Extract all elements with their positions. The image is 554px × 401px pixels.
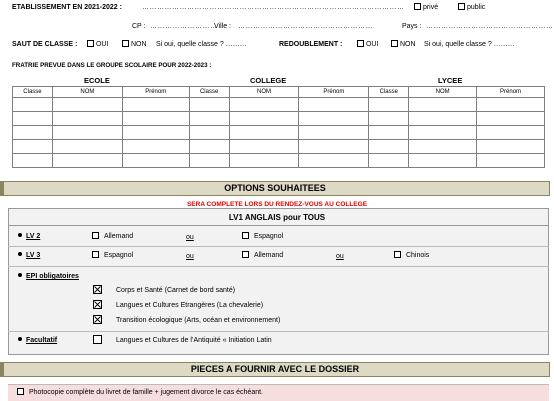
table-row[interactable] (13, 126, 545, 140)
col-nom: NOM (409, 87, 477, 98)
epi-1-checkbox[interactable] (93, 285, 102, 294)
lv1-title: LV1 ANGLAIS pour TOUS (228, 213, 326, 222)
redoub-non-option[interactable] (391, 40, 416, 48)
redoub-oui-option[interactable] (357, 40, 378, 48)
prive-checkbox[interactable] (414, 3, 421, 10)
options-band (0, 181, 550, 196)
ville-label: Ville : (214, 23, 231, 30)
col-classe: Classe (13, 87, 53, 98)
piece-1-label: Photocopie complète du livret de famille + jugement divorce le cas échéant. (28, 389, 264, 396)
lv2-espagnol-label: Espagnol (253, 233, 284, 240)
lv2-ou: ou (186, 234, 194, 241)
saut-oui-label: OUI (95, 41, 109, 48)
col-nom: NOM (229, 87, 299, 98)
saut-si-oui: Si oui, quelle classe ? ……… (156, 41, 247, 48)
lv3-ou-1: ou (186, 253, 194, 260)
epi-1-label: Corps et Santé (Carnet de bord santé) (116, 287, 236, 294)
table-row[interactable] (13, 112, 545, 126)
prive-label: privé (422, 4, 439, 11)
saut-non-option[interactable] (122, 40, 147, 48)
facultatif-text: Langues et Cultures de l’Antiquité « Initiation Latin (116, 337, 272, 344)
lv3-espagnol-label: Espagnol (103, 252, 134, 259)
table-row[interactable] (13, 154, 545, 168)
check-x-icon (94, 316, 101, 323)
fratrie-table (12, 86, 545, 168)
cp-field[interactable]: ……………………… (150, 23, 218, 30)
pays-label: Pays : (402, 23, 422, 30)
col-prenom: Prénom (299, 87, 369, 98)
epi-2-label: Langues et Cultures Etrangères (La chevalerie) (116, 302, 264, 309)
lv2-espagnol-option[interactable] (242, 232, 283, 240)
lv3-chinois-label: Chinois (405, 252, 430, 259)
facultatif-checkbox[interactable] (93, 335, 102, 344)
lv2-allemand-option[interactable] (92, 232, 133, 240)
fratrie-group-lycee: LYCEE (438, 76, 463, 85)
col-prenom: Prénom (477, 87, 545, 98)
pays-field[interactable]: …………………………………………… (426, 23, 554, 30)
check-x-icon (94, 301, 101, 308)
lv2-row-label (18, 233, 40, 240)
options-panel (8, 208, 549, 355)
divider (8, 266, 549, 267)
lv3-ou-2: ou (336, 253, 344, 260)
epi-3-label: Transition écologique (Arts, océan et environnement) (116, 317, 281, 324)
cp-label: CP : (132, 23, 146, 30)
saut-oui-checkbox[interactable] (87, 40, 94, 47)
prive-option[interactable] (414, 3, 438, 11)
lv2-allemand-checkbox[interactable] (92, 232, 99, 239)
fratrie-title: FRATRIE PREVUE DANS LE GROUPE SCOLAIRE POUR 2022-2023 : (12, 62, 212, 69)
lv2-espagnol-checkbox[interactable] (242, 232, 249, 239)
saut-oui-option[interactable] (87, 40, 108, 48)
public-option[interactable] (458, 3, 485, 11)
fratrie-group-ecole: ECOLE (84, 76, 110, 85)
lv3-allemand-option[interactable] (242, 251, 283, 259)
divider (8, 246, 549, 247)
public-checkbox[interactable] (458, 3, 465, 10)
col-prenom: Prénom (122, 87, 189, 98)
check-x-icon (94, 286, 101, 293)
etablissement-label: ETABLISSEMENT EN 2021-2022 : (12, 4, 122, 11)
col-classe: Classe (369, 87, 409, 98)
bullet-icon (18, 252, 22, 256)
fratrie-group-college: COLLEGE (250, 76, 287, 85)
lv3-allemand-checkbox[interactable] (242, 251, 249, 258)
lv3-row-label (18, 252, 40, 259)
epi-label: EPI obligatoires (26, 273, 79, 280)
lv2-label: LV 2 (26, 233, 41, 240)
saut-non-checkbox[interactable] (122, 40, 129, 47)
table-row[interactable] (13, 140, 545, 154)
redoub-oui-label: OUI (365, 41, 379, 48)
lv3-label: LV 3 (26, 252, 41, 259)
saut-non-label: NON (130, 41, 147, 48)
pieces-title: PIECES A FOURNIR AVEC LE DOSSIER (190, 364, 360, 374)
epi-row-label (18, 273, 79, 280)
etablissement-field[interactable]: …………………………………………………………………………………………… (142, 4, 405, 11)
divider (8, 225, 549, 226)
lv3-espagnol-checkbox[interactable] (92, 251, 99, 258)
redoub-oui-checkbox[interactable] (357, 40, 364, 47)
options-title: OPTIONS SOUHAITEES (224, 183, 326, 193)
lv3-allemand-label: Allemand (253, 252, 284, 259)
redoublement-label: REDOUBLEMENT : (279, 41, 343, 48)
lv3-chinois-option[interactable] (394, 251, 429, 259)
redoub-si-oui: Si oui, quelle classe ? ……… (424, 41, 515, 48)
col-nom: NOM (52, 87, 122, 98)
bullet-icon (18, 337, 22, 341)
fratrie-header-row (13, 87, 545, 98)
public-label: public (466, 4, 486, 11)
redoub-non-checkbox[interactable] (391, 40, 398, 47)
pieces-band (0, 362, 550, 377)
lv2-allemand-label: Allemand (103, 233, 134, 240)
lv3-chinois-checkbox[interactable] (394, 251, 401, 258)
options-notice: SERA COMPLETE LORS DU RENDEZ-VOUS AU COLLEGE (186, 201, 368, 208)
facultatif-label: Facultatif (26, 337, 58, 344)
saut-classe-label: SAUT DE CLASSE : (12, 41, 78, 48)
ville-field[interactable]: ……………………………………………… (238, 23, 373, 30)
redoub-non-label: NON (399, 41, 416, 48)
bullet-icon (18, 233, 22, 237)
table-row[interactable] (13, 98, 545, 112)
piece-1-checkbox[interactable] (17, 388, 24, 395)
epi-3-checkbox[interactable] (93, 315, 102, 324)
bullet-icon (18, 273, 22, 277)
col-classe: Classe (189, 87, 229, 98)
epi-2-checkbox[interactable] (93, 300, 102, 309)
facultatif-row-label (18, 337, 57, 344)
divider (8, 331, 549, 332)
lv3-espagnol-option[interactable] (92, 251, 133, 259)
piece-item-1[interactable] (17, 388, 263, 396)
